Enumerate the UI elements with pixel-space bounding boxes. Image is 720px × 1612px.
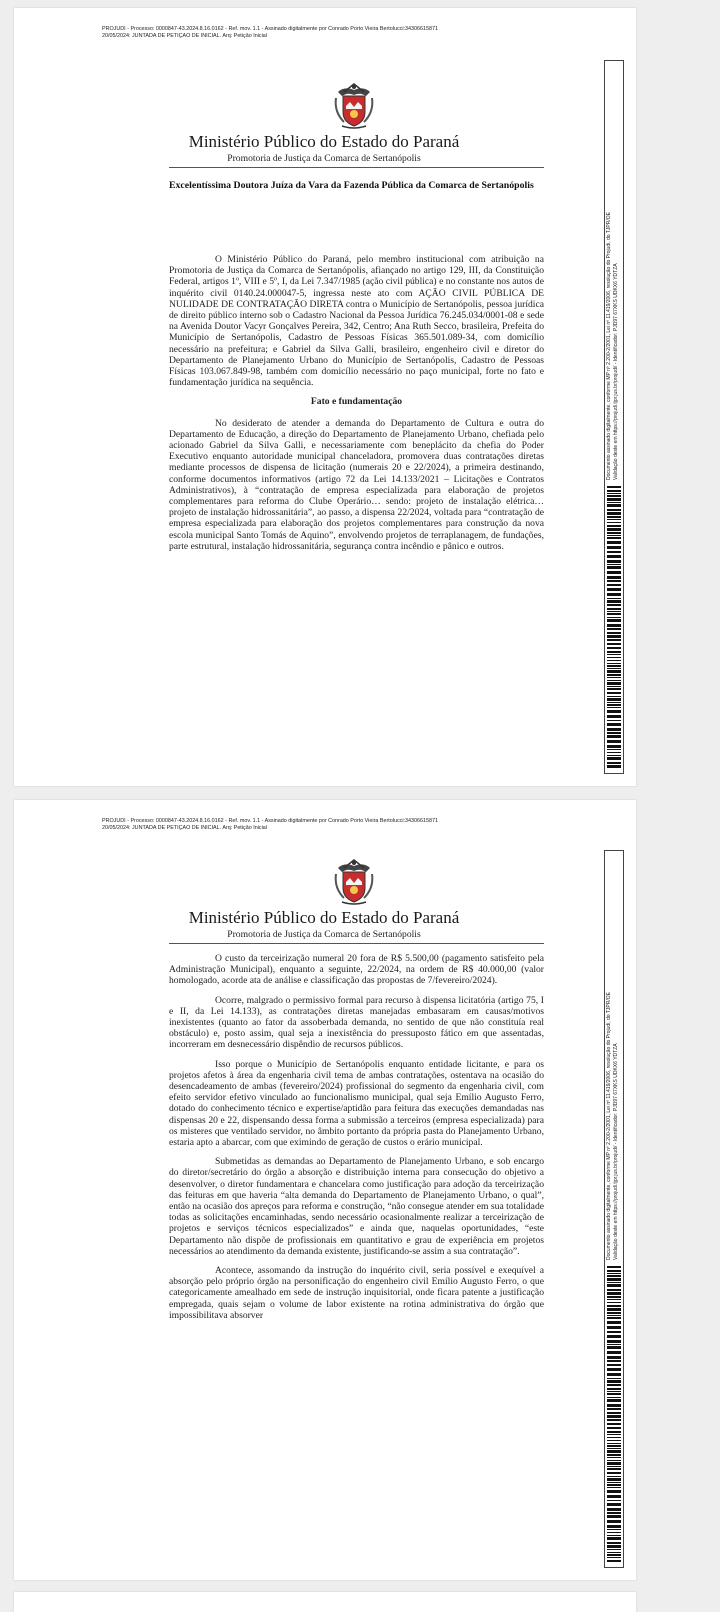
ministry-title: Ministério Público do Estado do Paraná [188,132,460,151]
header-line-2: 20/05/2024: JUNTADA DE PETIÇÃO DE INICIAL. Arq: Petição Inicial [102,33,267,39]
header-line-1: PROJUDI - Processo: 0000847-43.2024.8.16.0162 - Ref. mov. 1.1 - Assinado digitalmente por Conrado Porto Vieira Bertolucci:34306615871 [102,26,439,32]
paragraph: Ocorre, malgrado o permissivo formal para recurso à dispensa licitatória (artigo 75, I e II, da Lei 14.133), as contratações diretas manejadas embasaram em causas/motivos inexistentes (quanto ao fator da assoberbada demanda, no sentido de que não constituía real obstáculo) e, posto assim, qual seja a inexistência do pressuposto fático em que assentadas, incorreram em desnecessário dispêndio de recursos públicos. [169,994,544,1051]
document-page-1 [14,8,636,786]
parana-coat-of-arms-icon [332,82,376,130]
paragraph: Isso porque o Município de Sertanópolis enquanto entidade licitante, e para os projetos afetos à área da engenharia civil tema de ambas contratações, ostentava na ocasião do desencadeamento de ambas (fevereiro/2024) profissional do segmento da engenharia civil, com efeito servidor efetivo vinculado ao funcionalismo municipal, qual seja Emílio Augusto Ferro, dotado do conhecimento técnico e expertise/aptidão para feitura das execuções demandadas nas dispensas 20 e 22, dispensando dessa forma a submissão a terceiros (empresa especializada) para os misteres que ventilado servidor, no âmbito portanto da própria pasta do Planejamento Urbano, estaria apto a abarcar, com que eximindo de geração de custos o erário municipal. [169,1058,544,1149]
stamp-line-1: Documento assinado digitalmente, conforme MP nº 2.200-2/2001, Lei nº 11.419/2006, resolução do Projudi, do TJPR/OE [606,992,612,1260]
stamp-line-2: Validação deste em https://projudi.tjpr.jus.br/projudi/ - Identificador: PJD97 67XKS UDKX6 YDTZA [613,1043,619,1260]
header-line-2: 20/05/2024: JUNTADA DE PETIÇÃO DE INICIAL. Arq: Petição Inicial [102,825,267,831]
stamp-line-1: Documento assinado digitalmente, conforme MP nº 2.200-2/2001, Lei nº 11.419/2006, resolução do Projudi, do TJPR/OE [606,212,612,480]
page-2-body [169,953,544,1329]
signature-side-stamp [604,60,626,774]
projudi-header [102,26,622,40]
letterhead-divider [169,167,544,168]
barcode-icon [607,486,621,768]
addressee: Excelentíssima Doutora Juíza da Vara da Fazenda Pública da Comarca de Sertanópolis [169,180,534,191]
header-line-1: PROJUDI - Processo: 0000847-43.2024.8.16.0162 - Ref. mov. 1.1 - Assinado digitalmente por Conrado Porto Vieira Bertolucci:34306615871 [102,818,439,824]
letterhead-divider [169,943,544,944]
promotoria-subtitle: Promotoria de Justiça da Comarca de Sertanópolis [227,153,421,164]
paragraph: No desiderato de atender a demanda do Departamento de Cultura e outra do Departamento de Educação, a direção do Departamento de Planejamento Urbano, chefiada pelo acionado Gabriel da Silva Galli, e necessariamente com beneplácito da chefia do Poder Executivo enquanto autoridade municipal chanceladora, promovera duas contratações diretas mediante processos de dispensa de licitação (numerais 20 e 22/2024), a primeira destinando, conforme documentos informativos (artigo 72 da Lei 14.133/2021 – Licitações e Contratos Administrativos), à “contratação de empresa especializada para elaboração de projetos complementares para reforma do Clube Operário… sendo: projeto de instalação elétrica… projeto de instalação hidrossanitária”, ao passo, a dispensa 22/2024, voltada para “contratação de empresa especializada para elaboração dos projetos complementares para construção da nova escola municipal Santo Tomás de Aquino”, envolvendo projetos de terraplanagem, de fundações, parte estrutural, instalação hidrossanitária, segurança contra incêndio e pânico e outros. [169,417,544,552]
stamp-line-2: Validação deste em https://projudi.tjpr.jus.br/projudi/ - Identificador: PJD97 67XKS UDKX6 YDTZA [613,263,619,480]
paragraph: O Ministério Público do Paraná, pelo membro institucional com atribuição na Promotoria de Justiça da Comarca de Sertanópolis, afiançado no artigo 129, III, da Constituição Federal, artigos 1º, VIII e 5º, I, da Lei 7.347/1985 (ação civil pública) e no constante nos autos de inquérito civil 0140.24.000047-5, ingressa neste ato com AÇÃO CIVIL PÚBLICA DE NULIDADE DE CONTRATAÇÃO DIRETA contra o Município de Sertanópolis, pessoa jurídica de direito público interno sob o Cadastro Nacional da Pessoa Jurídica 76.245.034/0001-08 e sede na Avenida Doutor Vacyr Gonçalves Pereira, 342, Centro; Ana Ruth Secco, brasileira, Prefeita do Município de Sertanópolis, Cadastro de Pessoas Físicas 365.501.089-34, com domicílio necessário na prefeitura; e Gabriel da Silva Galli, brasileiro, engenheiro civil e diretor do Departamento de Planejamento Urbano do Município de Sertanópolis, Cadastro de Pessoas Físicas 103.067.849-98, também com domicílio necessário no paço municipal, forte no fato e fundamentação jurídica na sequência. [169,254,544,389]
section-title: Fato e fundamentação [310,396,403,408]
document-page-2 [14,800,636,1580]
paragraph: Acontece, assomando da instrução do inquérito civil, seria possível e exequível a absorção pelo próprio órgão na personificação do engenheiro civil Emílio Augusto Ferro, o que categoricamente amealhado em sede de instrução inquisitorial, onde ficara patente a justificação empregada, quais sejam o volume de labor existente na rotina administrativa do órgão que impossibilitava absorver [169,1265,544,1321]
ministry-title: Ministério Público do Estado do Paraná [188,908,460,927]
promotoria-subtitle: Promotoria de Justiça da Comarca de Sertanópolis [227,929,421,940]
page-1-body [169,254,544,560]
paragraph: O custo da terceirização numeral 20 fora de R$ 5.500,00 (pagamento satisfeito pela Administração Municipal), enquanto a seguinte, 22/2024, na ordem de R$ 40.000,00 (valor homologado, acorde ata de análise e classificação das propostas de 7/fevereiro/2024). [169,953,544,987]
projudi-header [102,818,622,832]
parana-coat-of-arms-icon [332,858,376,906]
paragraph: Submetidas as demandas ao Departamento de Planejamento Urbano, e sob encargo do diretor/secretário do órgão a absorção e distribuição interna para consecução do objetivo a desenvolver, o diretor fundamentara e chancelara como justificação para adoção da terceirização das feituras em que haveria “alta demanda do Departamento de Planejamento Urbano, o qual”, então na ocasião dos apreços para reforma e construção, “não consegue atender em sua totalidade todas as solicitações encaminhadas, sendo necessário ocasionalmente realizar a terceirização de projetos e serviços técnicos especializados” e ainda que, naquelas oportunidades, “este Departamento não dispõe de profissionais em quantitativo e grau de experiência em projetos necessários ao atendimento da demanda existente, justificando-se assim a sua contratação”. [169,1156,544,1257]
barcode-icon [607,1266,621,1562]
document-page-3 [14,1592,636,1612]
signature-side-stamp [604,850,626,1568]
